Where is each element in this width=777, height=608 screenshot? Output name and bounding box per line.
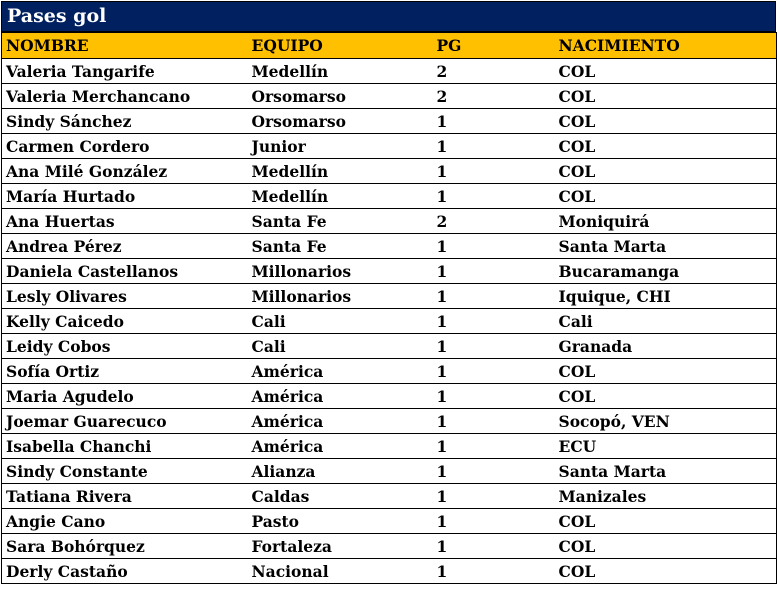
- table-body: [2, 59, 777, 584]
- nombre-cell: Sara Bohórquez: [2, 534, 248, 559]
- nombre-cell: Sindy Sánchez: [2, 109, 248, 134]
- pg-cell: 1: [433, 259, 555, 284]
- equipo-cell: Medellín: [248, 159, 433, 184]
- nombre-cell: Angie Cano: [2, 509, 248, 534]
- pg-cell: 1: [433, 409, 555, 434]
- nombre-cell: Ana Milé González: [2, 159, 248, 184]
- table-row: [2, 459, 777, 484]
- nombre-cell: Isabella Chanchi: [2, 434, 248, 459]
- nombre-cell: Tatiana Rivera: [2, 484, 248, 509]
- nombre-cell: Joemar Guarecuco: [2, 409, 248, 434]
- pg-cell: 1: [433, 509, 555, 534]
- nacimiento-cell: COL: [555, 184, 777, 209]
- equipo-cell: Millonarios: [248, 284, 433, 309]
- pg-cell: 1: [433, 184, 555, 209]
- equipo-cell: Cali: [248, 309, 433, 334]
- assists-table: [1, 32, 777, 584]
- nacimiento-cell: Moniquirá: [555, 209, 777, 234]
- pg-cell: 1: [433, 484, 555, 509]
- stats-table-sheet: [1, 1, 776, 584]
- nacimiento-cell: COL: [555, 59, 777, 84]
- pg-cell: 1: [433, 434, 555, 459]
- nombre-cell: Ana Huertas: [2, 209, 248, 234]
- pg-cell: 1: [433, 159, 555, 184]
- equipo-cell: Santa Fe: [248, 209, 433, 234]
- pg-cell: 2: [433, 209, 555, 234]
- nacimiento-cell: COL: [555, 84, 777, 109]
- nacimiento-cell: Santa Marta: [555, 234, 777, 259]
- equipo-cell: Medellín: [248, 59, 433, 84]
- table-row: [2, 109, 777, 134]
- pg-cell: 1: [433, 334, 555, 359]
- table-row: [2, 159, 777, 184]
- table-row: [2, 259, 777, 284]
- table-row: [2, 359, 777, 384]
- table-row: [2, 184, 777, 209]
- nacimiento-cell: Iquique, CHI: [555, 284, 777, 309]
- nacimiento-cell: Cali: [555, 309, 777, 334]
- nombre-cell: Sofía Ortiz: [2, 359, 248, 384]
- nacimiento-cell: ECU: [555, 434, 777, 459]
- column-header-nombre: NOMBRE: [2, 33, 248, 59]
- equipo-cell: Nacional: [248, 559, 433, 584]
- column-header-nacimiento: NACIMIENTO: [555, 33, 777, 59]
- nombre-cell: Leidy Cobos: [2, 334, 248, 359]
- pg-cell: 1: [433, 359, 555, 384]
- nombre-cell: Valeria Merchancano: [2, 84, 248, 109]
- nombre-cell: Lesly Olivares: [2, 284, 248, 309]
- pg-cell: 2: [433, 84, 555, 109]
- nombre-cell: Maria Agudelo: [2, 384, 248, 409]
- pg-cell: 1: [433, 109, 555, 134]
- equipo-cell: Alianza: [248, 459, 433, 484]
- equipo-cell: Fortaleza: [248, 534, 433, 559]
- table-row: [2, 334, 777, 359]
- equipo-cell: América: [248, 409, 433, 434]
- nacimiento-cell: COL: [555, 109, 777, 134]
- nacimiento-cell: COL: [555, 159, 777, 184]
- equipo-cell: Cali: [248, 334, 433, 359]
- nacimiento-cell: COL: [555, 509, 777, 534]
- nacimiento-cell: Bucaramanga: [555, 259, 777, 284]
- pg-cell: 1: [433, 384, 555, 409]
- column-header-pg: PG: [433, 33, 555, 59]
- table-row: [2, 84, 777, 109]
- equipo-cell: Orsomarso: [248, 84, 433, 109]
- pg-cell: 1: [433, 134, 555, 159]
- table-row: [2, 434, 777, 459]
- nacimiento-cell: COL: [555, 534, 777, 559]
- nacimiento-cell: COL: [555, 359, 777, 384]
- equipo-cell: Orsomarso: [248, 109, 433, 134]
- nombre-cell: Derly Castaño: [2, 559, 248, 584]
- pg-cell: 1: [433, 559, 555, 584]
- nacimiento-cell: COL: [555, 384, 777, 409]
- table-row: [2, 509, 777, 534]
- nacimiento-cell: Socopó, VEN: [555, 409, 777, 434]
- table-row: [2, 409, 777, 434]
- equipo-cell: América: [248, 384, 433, 409]
- column-header-equipo: EQUIPO: [248, 33, 433, 59]
- equipo-cell: Junior: [248, 134, 433, 159]
- nombre-cell: Valeria Tangarife: [2, 59, 248, 84]
- equipo-cell: Medellín: [248, 184, 433, 209]
- equipo-cell: América: [248, 359, 433, 384]
- table-row: [2, 234, 777, 259]
- nombre-cell: Sindy Constante: [2, 459, 248, 484]
- table-row: [2, 134, 777, 159]
- pg-cell: 1: [433, 534, 555, 559]
- pg-cell: 1: [433, 284, 555, 309]
- table-row: [2, 559, 777, 584]
- table-row: [2, 209, 777, 234]
- nacimiento-cell: Granada: [555, 334, 777, 359]
- pg-cell: 1: [433, 459, 555, 484]
- pg-cell: 1: [433, 234, 555, 259]
- equipo-cell: Millonarios: [248, 259, 433, 284]
- equipo-cell: América: [248, 434, 433, 459]
- table-row: [2, 384, 777, 409]
- table-row: [2, 284, 777, 309]
- equipo-cell: Pasto: [248, 509, 433, 534]
- table-row: [2, 59, 777, 84]
- nombre-cell: Andrea Pérez: [2, 234, 248, 259]
- nacimiento-cell: Santa Marta: [555, 459, 777, 484]
- nacimiento-cell: Manizales: [555, 484, 777, 509]
- nombre-cell: María Hurtado: [2, 184, 248, 209]
- nombre-cell: Daniela Castellanos: [2, 259, 248, 284]
- table-title: Pases gol: [1, 1, 776, 32]
- nombre-cell: Kelly Caicedo: [2, 309, 248, 334]
- table-row: [2, 309, 777, 334]
- pg-cell: 1: [433, 309, 555, 334]
- nombre-cell: Carmen Cordero: [2, 134, 248, 159]
- equipo-cell: Santa Fe: [248, 234, 433, 259]
- nacimiento-cell: COL: [555, 134, 777, 159]
- table-row: [2, 534, 777, 559]
- header-row: [2, 33, 777, 59]
- equipo-cell: Caldas: [248, 484, 433, 509]
- nacimiento-cell: COL: [555, 559, 777, 584]
- pg-cell: 2: [433, 59, 555, 84]
- table-row: [2, 484, 777, 509]
